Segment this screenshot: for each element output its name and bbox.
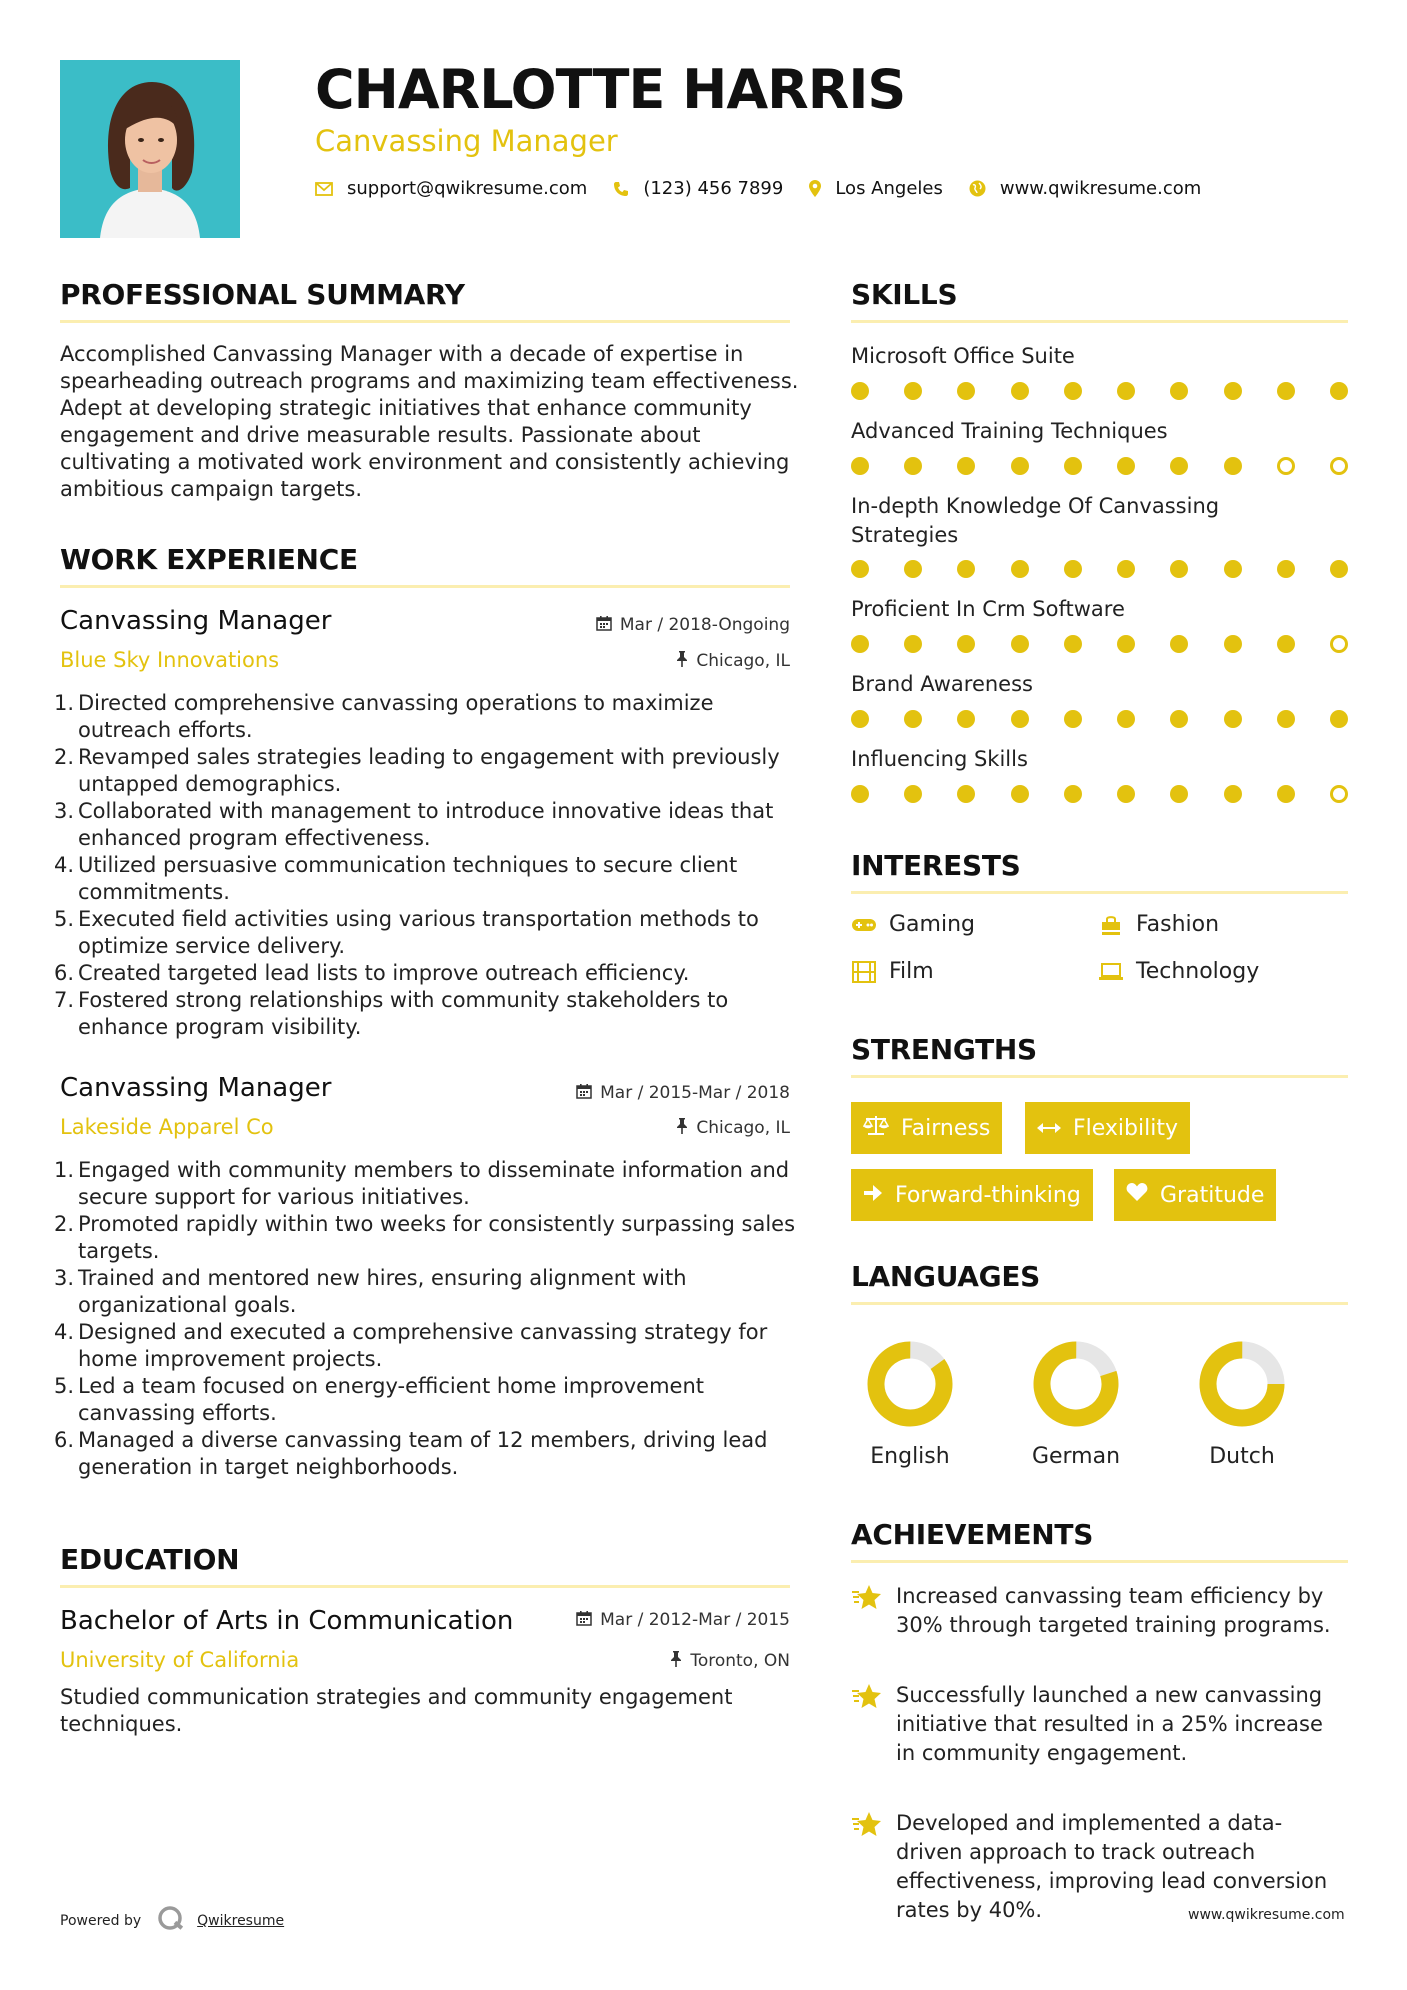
strength-label: Forward-thinking <box>895 1182 1081 1208</box>
rating-dot-filled <box>851 382 869 400</box>
rating-dot-filled <box>1224 785 1242 803</box>
candidate-name: CHARLOTTE HARRIS <box>315 58 906 121</box>
rating-dot-empty <box>1330 635 1348 653</box>
strength-badge <box>1025 1102 1190 1154</box>
rating-dot-filled <box>957 560 975 578</box>
education-dates <box>576 1610 790 1630</box>
contact-location: Los Angeles <box>835 178 943 199</box>
qwikresume-logo-icon <box>157 1905 185 1937</box>
interest-item <box>851 959 934 984</box>
rating-dot-filled <box>1277 635 1295 653</box>
rating-dot-filled <box>904 710 922 728</box>
gamepad-icon <box>851 917 877 933</box>
skills-divider <box>851 320 1348 323</box>
powered-by-label: Powered by <box>60 1913 142 1929</box>
rating-dot-filled <box>1011 710 1029 728</box>
rating-dot-filled <box>904 785 922 803</box>
interest-label: Technology <box>1136 959 1260 984</box>
languages-heading: LANGUAGES <box>851 1260 1041 1293</box>
summary-divider <box>60 320 790 323</box>
language-ring <box>1177 1336 1307 1432</box>
contact-phone: (123) 456 7899 <box>643 178 784 199</box>
calendar-icon <box>576 1083 592 1103</box>
interest-item <box>1098 912 1219 937</box>
education-school: University of California <box>60 1648 300 1672</box>
rating-dot-filled <box>1170 635 1188 653</box>
job-duties-list <box>54 1157 800 1481</box>
contact-website[interactable]: www.qwikresume.com <box>999 178 1202 199</box>
skill-name: Brand Awareness <box>851 672 1033 696</box>
rating-dot-filled <box>1117 785 1135 803</box>
strength-badge <box>851 1102 1002 1154</box>
list-item: 5. Led a team focused on energy-efficient home improvement canvassing efforts. <box>54 1374 704 1425</box>
summary-heading: PROFESSIONAL SUMMARY <box>60 278 465 311</box>
rating-dot-filled <box>1277 785 1295 803</box>
job-location <box>676 1118 790 1138</box>
footer-website[interactable]: www.qwikresume.com <box>1188 1907 1345 1923</box>
language-ring <box>1011 1336 1141 1432</box>
star-icon <box>851 1584 883 1619</box>
rating-dot-filled <box>1224 457 1242 475</box>
list-item: 7. Fostered strong relationships with community stakeholders to enhance program visibility. <box>54 988 729 1039</box>
powered-by <box>60 1905 284 1937</box>
skill-name: Proficient In Crm Software <box>851 597 1125 621</box>
strength-label: Fairness <box>901 1115 991 1141</box>
job-duties-list <box>54 690 800 1041</box>
skill-rating <box>851 783 1348 805</box>
globe-icon <box>969 180 986 197</box>
rating-dot-filled <box>851 635 869 653</box>
rating-dot-filled <box>957 635 975 653</box>
education-location-text: Toronto, ON <box>690 1651 790 1671</box>
rating-dot-filled <box>1011 457 1029 475</box>
arrows-horizontal-icon <box>1037 1116 1061 1141</box>
education-divider <box>60 1585 790 1588</box>
rating-dot-filled <box>851 560 869 578</box>
language-ring <box>845 1336 975 1432</box>
interest-item <box>1098 959 1259 984</box>
skill-name: Advanced Training Techniques <box>851 419 1168 443</box>
list-item: 4. Utilized persuasive communication techniques to secure client commitments. <box>54 853 738 904</box>
interest-label: Fashion <box>1136 912 1220 937</box>
rating-dot-filled <box>904 457 922 475</box>
interests-divider <box>851 891 1348 894</box>
rating-dot-filled <box>1330 560 1348 578</box>
achievement-text: Developed and implemented a data-driven approach to track outreach effectiveness, improving lead conversion rates by 40%. <box>896 1811 1328 1922</box>
rating-dot-filled <box>1170 785 1188 803</box>
list-item: 1. Directed comprehensive canvassing operations to maximize outreach efforts. <box>54 691 714 742</box>
skill-name: Microsoft Office Suite <box>851 344 1075 368</box>
job-role: Canvassing Manager <box>60 606 332 636</box>
rating-dot-empty <box>1330 785 1348 803</box>
interest-item <box>851 912 975 937</box>
list-item: 5. Executed field activities using various transportation methods to optimize service delivery. <box>54 907 759 958</box>
rating-dot-filled <box>1170 710 1188 728</box>
rating-dot-filled <box>1064 457 1082 475</box>
contact-email[interactable]: support@qwikresume.com <box>347 178 588 199</box>
rating-dot-filled <box>1224 382 1242 400</box>
rating-dot-filled <box>1011 785 1029 803</box>
rating-dot-filled <box>1277 710 1295 728</box>
strengths-heading: STRENGTHS <box>851 1033 1037 1066</box>
list-item: 1. Engaged with community members to disseminate information and secure support for various initiatives. <box>54 1158 790 1209</box>
list-item: 6. Created targeted lead lists to improve outreach efficiency. <box>54 961 690 985</box>
skill-rating <box>851 455 1348 477</box>
strengths-divider <box>851 1075 1348 1078</box>
list-item: 4. Designed and executed a comprehensive canvassing strategy for home improvement projects. <box>54 1320 768 1371</box>
candidate-title: Canvassing Manager <box>315 124 618 158</box>
rating-dot-filled <box>851 710 869 728</box>
rating-dot-filled <box>957 382 975 400</box>
rating-dot-filled <box>1224 710 1242 728</box>
rating-dot-filled <box>851 457 869 475</box>
language-label: German <box>1031 1444 1121 1469</box>
education-description: Studied communication strategies and community engagement techniques. <box>60 1685 733 1736</box>
shopping-bag-icon <box>1098 914 1124 936</box>
language-label: English <box>870 1444 950 1469</box>
rating-dot-filled <box>957 457 975 475</box>
language-label: Dutch <box>1209 1444 1275 1469</box>
star-icon <box>851 1811 883 1846</box>
list-item: 3. Trained and mentored new hires, ensuring alignment with organizational goals. <box>54 1266 687 1317</box>
rating-dot-filled <box>1170 560 1188 578</box>
education-degree: Bachelor of Arts in Communication <box>60 1606 514 1636</box>
rating-dot-filled <box>1011 560 1029 578</box>
film-icon <box>851 961 877 983</box>
job-dates-text: Mar / 2018-Ongoing <box>619 615 790 635</box>
interest-label: Film <box>889 959 934 984</box>
experience-divider <box>60 585 790 588</box>
skill-name: Influencing Skills <box>851 747 1028 771</box>
map-pin-icon <box>809 180 821 197</box>
rating-dot-filled <box>904 382 922 400</box>
skill-name: In-depth Knowledge Of Canvassing Strategies <box>851 494 1220 547</box>
rating-dot-filled <box>1117 382 1135 400</box>
experience-heading: WORK EXPERIENCE <box>60 543 358 576</box>
contact-bar <box>315 178 1227 199</box>
pushpin-icon <box>676 1118 688 1138</box>
achievements-divider <box>851 1560 1348 1563</box>
pushpin-icon <box>670 1651 682 1671</box>
strength-label: Flexibility <box>1073 1115 1178 1141</box>
balance-scale-icon <box>863 1114 889 1142</box>
strength-badge <box>851 1169 1093 1221</box>
rating-dot-filled <box>957 710 975 728</box>
job-dates <box>576 1083 790 1103</box>
strength-label: Gratitude <box>1160 1182 1265 1208</box>
interests-heading: INTERESTS <box>851 849 1021 882</box>
skill-rating <box>851 558 1348 580</box>
rating-dot-filled <box>1224 560 1242 578</box>
language-ring-fill <box>863 1337 958 1432</box>
job-location-text: Chicago, IL <box>696 651 790 671</box>
education-dates-text: Mar / 2012-Mar / 2015 <box>600 1610 790 1630</box>
rating-dot-filled <box>1064 560 1082 578</box>
calendar-icon <box>596 615 612 635</box>
skill-rating <box>851 380 1348 402</box>
qwikresume-link[interactable]: Qwikresume <box>197 1913 285 1929</box>
job-location <box>676 651 790 671</box>
list-item: 6. Managed a diverse canvassing team of 12 members, driving lead generation in target neighborhoods. <box>54 1428 768 1479</box>
rating-dot-filled <box>1330 382 1348 400</box>
rating-dot-filled <box>1064 382 1082 400</box>
education-location <box>670 1651 790 1671</box>
achievement-text: Successfully launched a new canvassing initiative that resulted in a 25% increase in community engagement. <box>896 1683 1323 1765</box>
skill-rating <box>851 633 1348 655</box>
interest-label: Gaming <box>889 912 975 937</box>
list-item: 2. Revamped sales strategies leading to engagement with previously untapped demographics. <box>54 745 780 796</box>
rating-dot-filled <box>1170 382 1188 400</box>
rating-dot-filled <box>1064 710 1082 728</box>
avatar <box>60 60 240 238</box>
rating-dot-filled <box>1117 710 1135 728</box>
skill-rating <box>851 708 1348 730</box>
rating-dot-filled <box>1330 710 1348 728</box>
rating-dot-filled <box>1011 635 1029 653</box>
strength-badge <box>1114 1169 1276 1221</box>
achievement-text: Increased canvassing team efficiency by 30% through targeted training programs. <box>896 1584 1331 1637</box>
phone-icon <box>613 181 629 197</box>
arrow-right-icon <box>863 1183 883 1208</box>
rating-dot-empty <box>1330 457 1348 475</box>
languages-divider <box>851 1302 1348 1305</box>
pushpin-icon <box>676 651 688 671</box>
rating-dot-filled <box>1117 560 1135 578</box>
rating-dot-filled <box>1277 382 1295 400</box>
laptop-icon <box>1098 962 1124 982</box>
calendar-icon <box>576 1610 592 1630</box>
rating-dot-filled <box>1117 457 1135 475</box>
rating-dot-filled <box>1277 560 1295 578</box>
job-role: Canvassing Manager <box>60 1073 332 1103</box>
envelope-icon <box>315 182 333 196</box>
job-company: Blue Sky Innovations <box>60 648 280 672</box>
rating-dot-filled <box>1064 785 1082 803</box>
job-company: Lakeside Apparel Co <box>60 1115 274 1139</box>
rating-dot-filled <box>1064 635 1082 653</box>
rating-dot-filled <box>904 635 922 653</box>
heart-icon <box>1126 1182 1148 1208</box>
achievements-heading: ACHIEVEMENTS <box>851 1518 1094 1551</box>
profile-photo <box>60 60 240 238</box>
skills-heading: SKILLS <box>851 278 958 311</box>
rating-dot-filled <box>1224 635 1242 653</box>
list-item: 2. Promoted rapidly within two weeks for consistently surpassing sales targets. <box>54 1212 796 1263</box>
summary-text: Accomplished Canvassing Manager with a decade of expertise in spearheading outreach programs and maximizing team effectiveness. Adept at developing strategic initiatives that enhance community engagement and drive measurable results. Passionate about cultivating a motivated work environment and consistently achieving ambitious campaign targets. <box>60 342 799 501</box>
rating-dot-filled <box>1170 457 1188 475</box>
rating-dot-filled <box>1011 382 1029 400</box>
job-dates <box>596 615 790 635</box>
rating-dot-filled <box>1117 635 1135 653</box>
rating-dot-filled <box>957 785 975 803</box>
rating-dot-filled <box>904 560 922 578</box>
list-item: 3. Collaborated with management to introduce innovative ideas that enhanced program effectiveness. <box>54 799 774 850</box>
job-dates-text: Mar / 2015-Mar / 2018 <box>600 1083 790 1103</box>
rating-dot-empty <box>1277 457 1295 475</box>
education-heading: EDUCATION <box>60 1543 240 1576</box>
rating-dot-filled <box>851 785 869 803</box>
job-location-text: Chicago, IL <box>696 1118 790 1138</box>
star-icon <box>851 1683 883 1718</box>
